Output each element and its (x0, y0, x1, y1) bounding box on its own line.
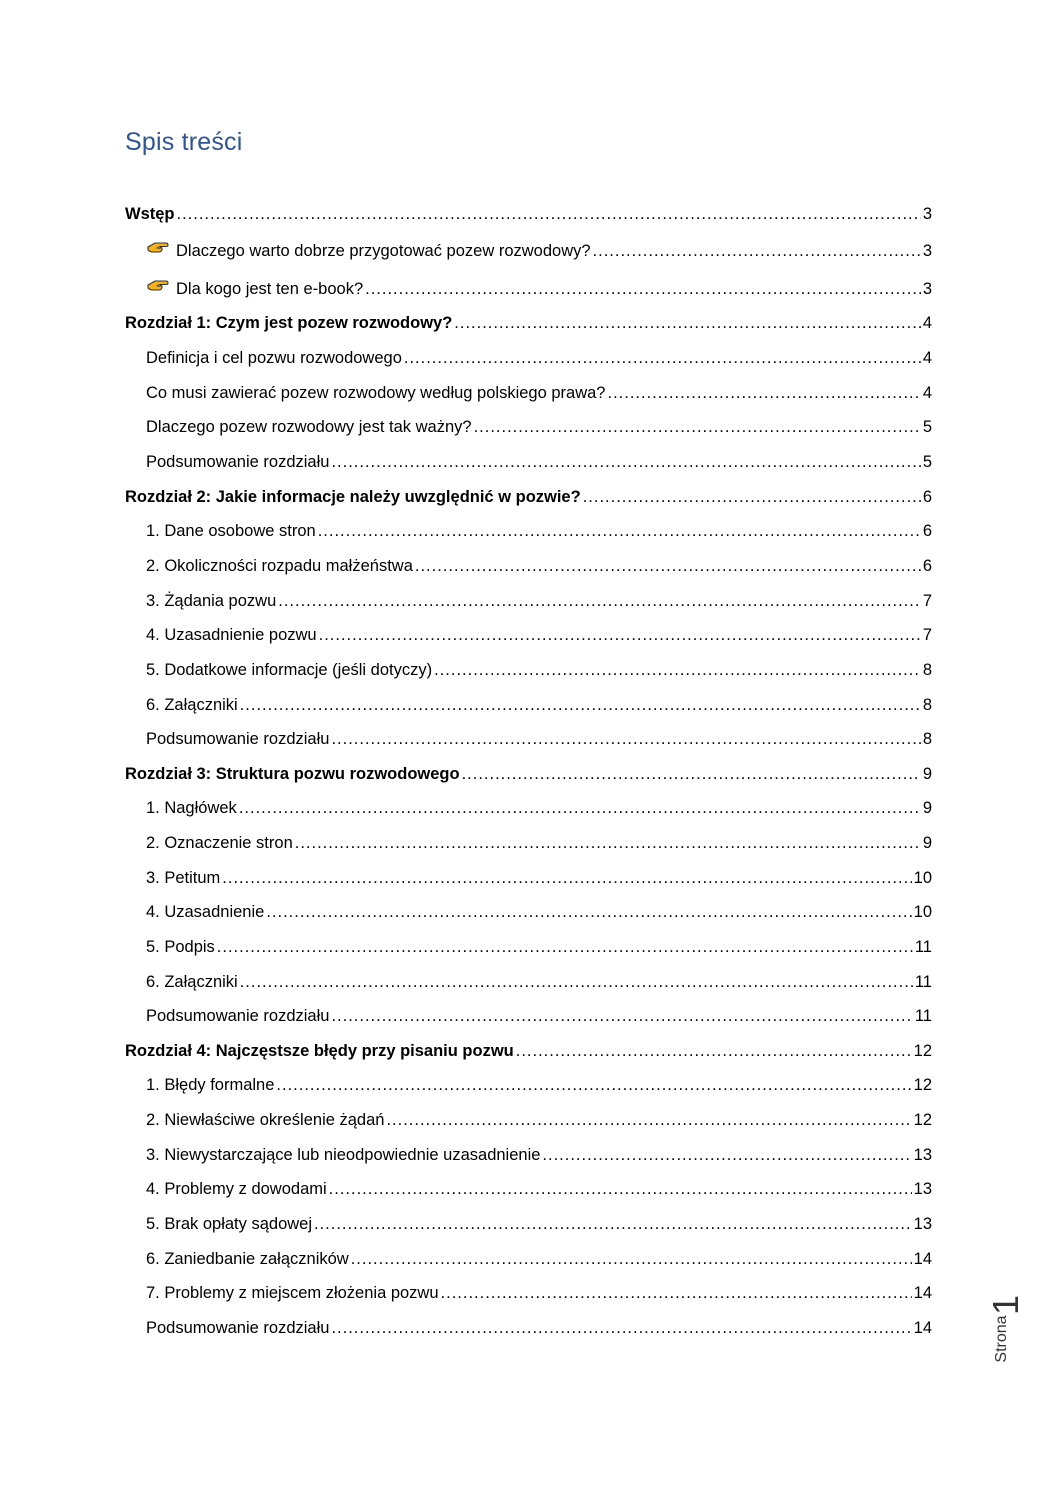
toc-entry[interactable] (146, 1280, 932, 1306)
dot-leader (386, 1107, 911, 1133)
toc-entry-page: 5 (922, 418, 932, 436)
toc-entry-page: 11 (914, 973, 932, 991)
toc-entry[interactable] (146, 380, 932, 406)
dot-leader (351, 1246, 912, 1272)
dot-leader (462, 761, 921, 787)
toc-entry-page: 9 (922, 765, 932, 783)
dot-leader (365, 276, 921, 302)
dot-leader (593, 238, 921, 264)
pointing-hand-icon (146, 276, 170, 294)
toc-entry-label: 2. Okoliczności rozpadu małżeństwa (146, 557, 413, 575)
toc-entry-label: 2. Niewłaściwe określenie żądań (146, 1111, 385, 1129)
toc-entry-page: 10 (913, 903, 932, 921)
toc-entry-page: 11 (914, 938, 932, 956)
toc-entry[interactable] (146, 276, 932, 302)
toc-entry-label: 1. Dane osobowe stron (146, 522, 316, 540)
dot-leader (240, 969, 913, 995)
toc-entry[interactable] (146, 692, 932, 718)
toc-entry[interactable] (146, 345, 932, 371)
dot-leader (474, 414, 921, 440)
toc-entry-page: 4 (922, 314, 932, 332)
toc-entry[interactable] (146, 1315, 932, 1341)
toc-entry[interactable] (146, 899, 932, 925)
toc-entry[interactable] (146, 553, 932, 579)
toc-entry-label: 3. Niewystarczające lub nieodpowiednie uzasadnienie (146, 1146, 541, 1164)
toc-entry-label: Podsumowanie rozdziału (146, 730, 330, 748)
dot-leader (434, 657, 921, 683)
toc-entry-label: Podsumowanie rozdziału (146, 453, 330, 471)
toc-entry-label: Podsumowanie rozdziału (146, 1319, 330, 1337)
toc-entry-label: 6. Załączniki (146, 696, 238, 714)
dot-leader (222, 865, 911, 891)
toc-entry-page: 3 (922, 205, 932, 223)
toc-entry-page: 12 (913, 1111, 932, 1129)
dot-leader (441, 1280, 912, 1306)
toc-entry[interactable] (125, 1038, 932, 1064)
toc-entry[interactable] (146, 238, 932, 264)
toc-entry-label: Definicja i cel pozwu rozwodowego (146, 349, 402, 367)
toc-entry-page: 8 (922, 661, 932, 679)
toc-entry-label: Dla kogo jest ten e-book? (176, 280, 364, 298)
toc-entry[interactable] (146, 1072, 932, 1098)
toc-entry[interactable] (146, 657, 932, 683)
toc-entry[interactable] (146, 1142, 932, 1168)
toc-entry-label: Dlaczego pozew rozwodowy jest tak ważny? (146, 418, 472, 436)
toc-entry-page: 3 (922, 280, 932, 298)
toc-entry[interactable] (146, 726, 932, 752)
toc-entry[interactable] (125, 761, 932, 787)
pointing-hand-icon (146, 238, 170, 256)
page-footer (985, 1290, 1030, 1370)
toc-entry-label: 5. Dodatkowe informacje (jeśli dotyczy) (146, 661, 433, 679)
toc-entry-page: 14 (913, 1284, 932, 1302)
toc-entry-page: 12 (913, 1076, 932, 1094)
dot-leader (331, 726, 920, 752)
toc-entry[interactable] (146, 414, 932, 440)
toc-entry[interactable] (146, 795, 932, 821)
footer-label: Strona (993, 1315, 1010, 1363)
toc-entry[interactable] (146, 449, 932, 475)
dot-leader (331, 449, 920, 475)
dot-leader (329, 1176, 912, 1202)
dot-leader (177, 201, 921, 227)
dot-leader (404, 345, 921, 371)
dot-leader (295, 830, 921, 856)
toc-entry-label: 7. Problemy z miejscem złożenia pozwu (146, 1284, 439, 1302)
toc-entry[interactable] (146, 830, 932, 856)
toc-entry-page: 7 (922, 626, 932, 644)
dot-leader (331, 1003, 912, 1029)
toc-entry[interactable] (146, 969, 932, 995)
toc-entry-page: 4 (922, 384, 932, 402)
dot-leader (415, 553, 921, 579)
dot-leader (318, 518, 921, 544)
footer-page-number: 1 (985, 1294, 1026, 1316)
dot-leader (239, 795, 921, 821)
toc-entry[interactable] (146, 1107, 932, 1133)
toc-entry-label: 3. Petitum (146, 869, 221, 887)
toc-entry[interactable] (146, 518, 932, 544)
toc-entry-label: 1. Błędy formalne (146, 1076, 275, 1094)
dot-leader (266, 899, 911, 925)
toc-entry-page: 13 (913, 1146, 932, 1164)
dot-leader (607, 380, 920, 406)
toc-entry-page: 13 (913, 1180, 932, 1198)
dot-leader (314, 1211, 912, 1237)
toc-entry-page: 11 (914, 1007, 932, 1025)
toc-entry-page: 6 (922, 522, 932, 540)
toc-entry[interactable] (146, 1246, 932, 1272)
toc-entry-page: 3 (922, 242, 932, 260)
toc-entry[interactable] (125, 201, 932, 227)
toc-entry-label: Rozdział 2: Jakie informacje należy uwzględnić w pozwie? (125, 488, 581, 506)
toc-entry[interactable] (146, 1211, 932, 1237)
toc-entry-page: 8 (922, 730, 932, 748)
toc-entry-page: 7 (922, 592, 932, 610)
toc-entry-page: 6 (922, 488, 932, 506)
toc-entry[interactable] (146, 1003, 932, 1029)
toc-entry-page: 12 (913, 1042, 932, 1060)
toc-entry-label: Co musi zawierać pozew rozwodowy według polskiego prawa? (146, 384, 606, 402)
dot-leader (516, 1038, 912, 1064)
toc-entry-label: Rozdział 1: Czym jest pozew rozwodowy? (125, 314, 453, 332)
toc-entry[interactable] (146, 1176, 932, 1202)
dot-leader (217, 934, 913, 960)
toc-entry-page: 13 (913, 1215, 932, 1233)
toc-entry-page: 14 (913, 1250, 932, 1268)
toc-entry[interactable] (125, 484, 932, 510)
toc-entry-label: 6. Zaniedbanie załączników (146, 1250, 349, 1268)
toc-entry-label: 5. Podpis (146, 938, 215, 956)
toc-entry[interactable] (146, 622, 932, 648)
toc-entry-page: 9 (922, 799, 932, 817)
dot-leader (583, 484, 921, 510)
page-title: Spis treści (125, 128, 243, 156)
toc-entry-label: 4. Uzasadnienie (146, 903, 265, 921)
toc-entry-label: 4. Problemy z dowodami (146, 1180, 327, 1198)
dot-leader (240, 692, 921, 718)
toc-entry-label: Rozdział 3: Struktura pozwu rozwodowego (125, 765, 460, 783)
toc-entry-label: 6. Załączniki (146, 973, 238, 991)
toc-entry-label: 4. Uzasadnienie pozwu (146, 626, 317, 644)
toc-entry-label: Wstęp (125, 205, 175, 223)
dot-leader (454, 310, 921, 336)
toc-entry[interactable] (146, 588, 932, 614)
toc-entry-label: 5. Brak opłaty sądowej (146, 1215, 313, 1233)
dot-leader (278, 588, 921, 614)
toc-entry-page: 10 (913, 869, 932, 887)
toc-entry-page: 6 (922, 557, 932, 575)
toc-entry-page: 14 (913, 1319, 932, 1337)
toc-entry-page: 8 (922, 696, 932, 714)
dot-leader (276, 1072, 911, 1098)
toc-entry-page: 5 (922, 453, 932, 471)
toc-entry[interactable] (146, 934, 932, 960)
toc-entry-label: Podsumowanie rozdziału (146, 1007, 330, 1025)
toc-entry-page: 4 (922, 349, 932, 367)
dot-leader (319, 622, 921, 648)
toc-entry-label: Rozdział 4: Najczęstsze błędy przy pisaniu pozwu (125, 1042, 514, 1060)
toc-entry[interactable] (146, 865, 932, 891)
toc-entry[interactable] (125, 310, 932, 336)
toc-entry-label: 3. Żądania pozwu (146, 592, 277, 610)
toc-entry-label: 2. Oznaczenie stron (146, 834, 293, 852)
dot-leader (542, 1142, 911, 1168)
toc-entry-page: 9 (922, 834, 932, 852)
dot-leader (331, 1315, 911, 1341)
toc-entry-label: Dlaczego warto dobrze przygotować pozew rozwodowy? (176, 242, 591, 260)
toc-entry-label: 1. Nagłówek (146, 799, 237, 817)
